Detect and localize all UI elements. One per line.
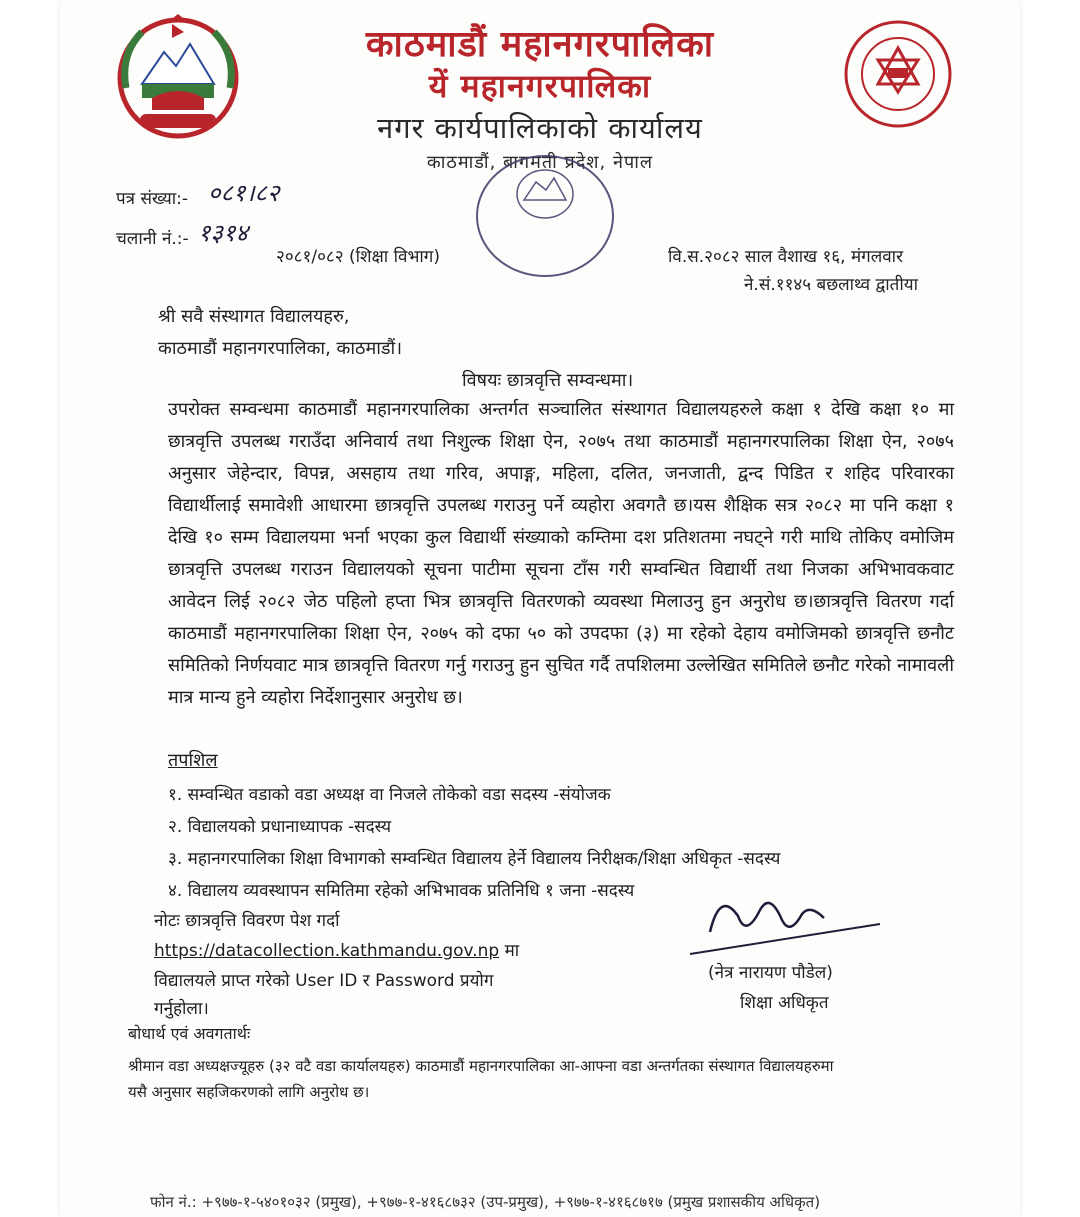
schedule-item-3: ३. महानगरपालिका शिक्षा विभागको सम्वन्धित विद्यालय हेर्ने विद्यालय निरीक्षक/शिक्षा अधिकृत -सदस्य <box>168 849 781 869</box>
cc-line-1: श्रीमान वडा अध्यक्षज्यूहरु (३२ वटै वडा कार्यालयहरु) काठमाडौं महानगरपालिका आ-आफ्ना वडा अन्तर्गतका संस्थागत विद्यालयहरुमा <box>128 1057 834 1075</box>
schedule-item-1: १. सम्वन्धित वडाको वडा अध्यक्ष वा निजले तोकेको वडा सदस्य -संयोजक <box>168 785 611 805</box>
schedule-item-2: २. विद्यालयको प्रधानाध्यापक -सदस्य <box>168 817 392 837</box>
letter-body: उपरोक्त सम्वन्धमा काठमाडौं महानगरपालिका अन्तर्गत सञ्चालित संस्थागत विद्यालयहरुले कक्षा १ देखि कक्षा १० मा छात्रवृत्ति उपलब्ध गराउँदा अनिवार्य तथा निशुल्क शिक्षा ऐन, २०७५ तथा काठमाडौं महानगरपालिका शिक्षा ऐन, २०७५ अनुसार जेहेन्दार, विपन्न, असहाय तथा गरिव, अपाङ्ग, महिला, दलित, जनजाती, द्वन्द पिडित र शहिद परिवारका विद्यार्थीलाई समावेशी आधारमा छात्रवृत्ति उपलब्ध गराउनु पर्ने व्यहोरा अवगतै छ।यस शैक्षिक सत्र २०८२ मा पनि कक्षा १ देखि १० सम्म विद्यालयमा भर्ना भएका कुल विद्यार्थी संख्याको कम्तिमा दश प्रतिशतमा नघट्ने गरी माथि तोकिए वमोजिम छात्रवृत्ति उपलब्ध गराउन विद्यालयको सूचना पाटीमा सूचना टाँस गरी सम्वन्धित विद्यार्थी तथा निजका अभिभावकवाट आवेदन लिई २०८२ जेठ पहिलो हप्ता भित्र छात्रवृत्ति वितरणको व्यवस्था मिलाउनु हुन अनुरोध छ।छात्रवृत्ति वितरण गर्दा काठमाडौं महानगरपालिका शिक्षा ऐन, २०७५ को दफा ५० को उपदफा (३) मा रहेको देहाय वमोजिमको छात्रवृत्ति छनौट समितिको निर्णयवाट मात्र छात्रवृत्ति वितरण गर्नु गराउनु हुन सुचित गर्दै तपशिलमा उल्लेखित समितिले छनौट गरेको नामावली मात्र मान्य हुने व्यहोरा निर्देशानुसार अनुरोध छ। <box>168 399 954 708</box>
municipality-title-newari: यें महानगरपालिका <box>428 67 652 105</box>
nepal-emblem-icon <box>112 14 244 142</box>
signature-icon <box>690 880 890 960</box>
letter-number-value: ०८१।८२ <box>208 179 280 207</box>
dispatch-number-value: १३१४ <box>198 219 248 247</box>
note-line-4: गर्नुहोला। <box>154 999 209 1019</box>
signatory-title: शिक्षा अधिकृत <box>740 993 829 1013</box>
data-collection-link[interactable]: https://datacollection.kathmandu.gov.np <box>154 941 500 961</box>
date-vikram-samvat: वि.स.२०८२ साल वैशाख १६, मंगलवार <box>668 247 904 267</box>
subject-line: विषयः छात्रवृत्ति सम्वन्धमा। <box>462 370 634 391</box>
recipient-line-1: श्री सवै संस्थागत विद्यालयहरु, <box>158 306 350 327</box>
municipality-title: काठमाडौं महानगरपालिका <box>365 24 715 65</box>
office-address: काठमाडौं, बागमती प्रदेश, नेपाल <box>426 152 654 173</box>
schedule-heading: तपशिल <box>168 750 218 771</box>
cc-line-2: यसै अनुसार सहजिकरणको लागि अनुरोध छ। <box>128 1083 370 1101</box>
contact-footer: फोन नं.: +९७७-१-५४०१०३२ (प्रमुख), +९७७-१-४१६८७३२ (उप-प्रमुख), +९७७-१-४१६८७१७ (प्रमुख प्रशासकीय अधिकृत) <box>150 1193 821 1211</box>
fiscal-year-department: २०८१/०८२ (शिक्षा विभाग) <box>276 247 441 267</box>
office-seal-icon <box>472 150 618 282</box>
dispatch-number-label: चलानी नं.:- <box>116 229 189 249</box>
recipient-line-2: काठमाडौं महानगरपालिका, काठमाडौं। <box>158 338 403 359</box>
cc-label: बोधार्थ एवं अवगतार्थः <box>128 1024 251 1043</box>
schedule-item-4: ४. विद्यालय व्यवस्थापन समितिमा रहेको अभिभावक प्रतिनिधि १ जना -सदस्य <box>168 881 635 901</box>
date-nepal-samvat: ने.सं.११४५ बछलाथ्व द्वातीया <box>744 275 919 295</box>
letter-number-label: पत्र संख्या:- <box>116 189 189 209</box>
signatory-name: (नेत्र नारायण पौडेल) <box>708 963 833 983</box>
office-title: नगर कार्यपालिकाको कार्यालय <box>377 111 703 145</box>
note-url-line <box>154 938 519 961</box>
note-line-3: विद्यालयले प्राप्त गरेको User ID र Password प्रयोग <box>154 971 494 991</box>
note-line-1: नोटः छात्रवृत्ति विवरण पेश गर्दा <box>154 911 340 931</box>
kmc-logo-icon <box>834 18 962 130</box>
note-url-suffix: मा <box>499 941 520 961</box>
